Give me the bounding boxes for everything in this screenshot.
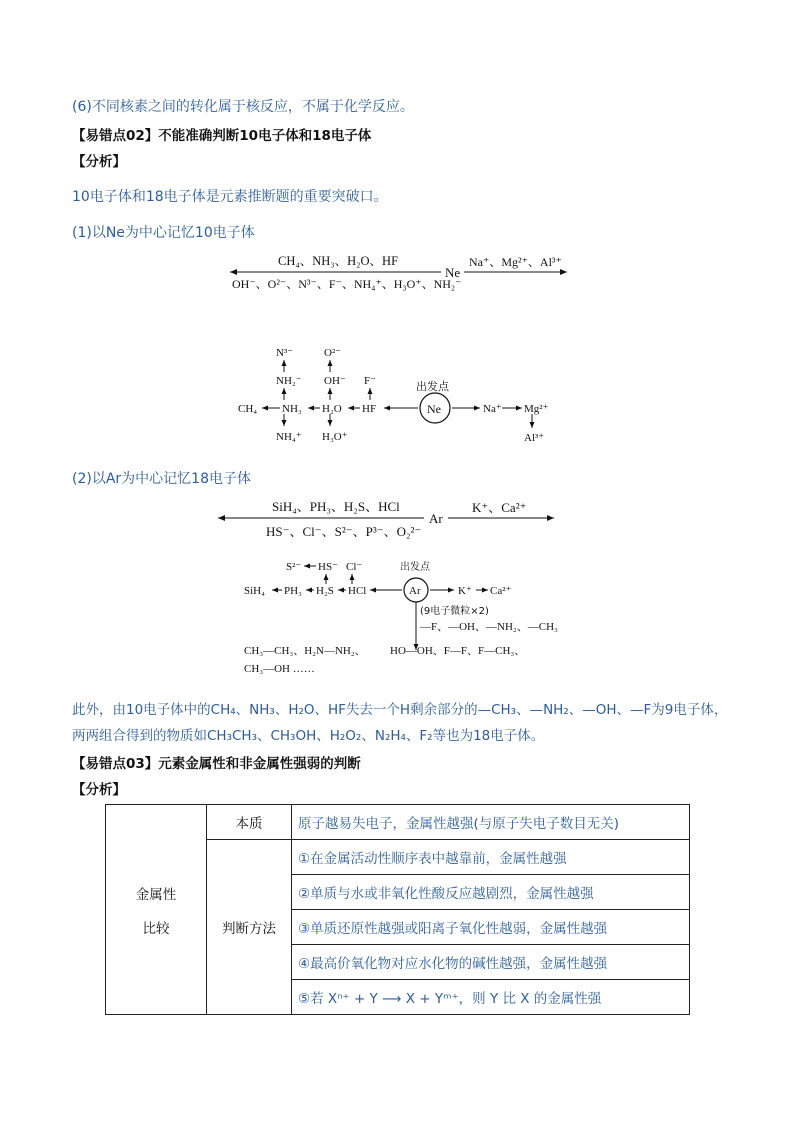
- section-02-title: 【易错点02】不能准确判断10电子体和18电子体: [72, 128, 372, 144]
- ne-al: Al³⁺: [524, 432, 545, 444]
- ne-hf: HF: [362, 403, 377, 415]
- ar-center: Ar: [409, 585, 421, 597]
- essence-text: 原子越易失电子，金属性越强(与原子失电子数目无关): [292, 805, 690, 840]
- ar-hcl: HCl: [348, 585, 367, 597]
- ne-center: Ne: [427, 402, 441, 416]
- ne-h2o: H₂O: [322, 403, 342, 415]
- ne-tree-diagram: [236, 340, 556, 448]
- ar-start-label: 出发点: [400, 562, 430, 573]
- sub-heading-ar: (2)以Ar为中心记忆18电子体: [72, 471, 251, 487]
- sub-heading-ne: (1)以Ne为中心记忆10电子体: [72, 225, 255, 241]
- ar-tree-diagram: [240, 556, 560, 676]
- ne-oh: OH⁻: [324, 375, 346, 387]
- section-02-analysis: 【分析】: [72, 154, 126, 170]
- ne-n3: N³⁻: [276, 347, 294, 359]
- ar-row1b: HO—OH、F—F、F—CH₃、: [390, 645, 526, 657]
- ne-nh3: NH₃: [282, 403, 302, 415]
- ar-radicals: —F、—OH、—NH₂、—CH₃: [420, 621, 558, 633]
- essence-label: 本质: [207, 805, 292, 840]
- ar-line-above: SiH₄、PH₃、H₂S、HCl: [272, 499, 400, 514]
- metallicity-table: [105, 804, 690, 1015]
- method-1: ①在金属活动性顺序表中越靠前，金属性越强: [292, 840, 690, 875]
- left-label-2: 比较: [142, 920, 170, 937]
- ar-nine-electron: (9电子微粒×2): [420, 606, 489, 617]
- ne-na: Na⁺: [483, 403, 502, 415]
- ar-row2: CH₃—OH ……: [244, 663, 315, 675]
- ar-line-diagram: [214, 496, 559, 546]
- ne-o2: O²⁻: [324, 347, 342, 359]
- ne-line-diagram: [226, 250, 571, 298]
- ne-f: F⁻: [364, 375, 376, 387]
- ne-h3o: H₃O⁺: [322, 431, 348, 443]
- section-03-title: 【易错点03】元素金属性和非金属性强弱的判断: [72, 756, 361, 772]
- ar-h2s: H₂S: [316, 585, 334, 597]
- note-line-1: 此外，由10电子体中的CH₄、NH₃、H₂O、HF失去一个H剩余部分的—CH₃、—NH₂、—OH、—F为9电子体，: [72, 702, 728, 718]
- method-label: 判断方法: [207, 840, 292, 1015]
- ar-line-below: HS⁻、Cl⁻、S²⁻、P³⁻、O₂²⁻: [266, 524, 422, 539]
- ne-start-label: 出发点: [416, 380, 449, 393]
- method-2: ②单质与水或非氧化性酸反应越剧烈，金属性越强: [292, 875, 690, 910]
- ar-line-right: K⁺、Ca²⁺: [472, 500, 527, 515]
- section-03-analysis: 【分析】: [72, 782, 126, 798]
- note-line-2: 两两组合得到的物质如CH₃CH₃、CH₃OH、H₂O₂、N₂H₄、F₂等也为18电子体。: [72, 728, 545, 744]
- ar-s2: S²⁻: [286, 561, 302, 573]
- section-02-intro: 10电子体和18电子体是元素推断题的重要突破口。: [72, 189, 388, 205]
- method-4: ④最高价氧化物对应水化物的碱性越强，金属性越强: [292, 945, 690, 980]
- ne-nh4: NH₄⁺: [276, 431, 302, 443]
- ne-mg: Mg²⁺: [524, 403, 549, 415]
- method-3: ③单质还原性越强或阳离子氧化性越弱，金属性越强: [292, 910, 690, 945]
- method-5: ⑤若 Xⁿ⁺ + Y ⟶ X + Yᵐ⁺，则 Y 比 X 的金属性强: [292, 980, 690, 1015]
- ne-line-above: CH₄、NH₃、H₂O、HF: [278, 254, 399, 268]
- table-row: [106, 805, 690, 840]
- ne-line-right: Na⁺、Mg²⁺、Al³⁺: [469, 255, 562, 269]
- ne-ch4: CH₄: [238, 403, 258, 415]
- ar-sih4: SiH₄: [244, 585, 265, 597]
- ar-hs: HS⁻: [318, 561, 338, 573]
- ar-ca: Ca²⁺: [490, 585, 512, 597]
- paragraph-6: (6)不同核素之间的转化属于核反应，不属于化学反应。: [72, 99, 414, 115]
- ar-k: K⁺: [458, 585, 472, 597]
- ne-line-center: Ne: [445, 265, 461, 280]
- ne-nh2: NH₂⁻: [276, 375, 302, 387]
- ar-row1a: CH₃—CH₃、H₂N—NH₂、: [244, 645, 366, 657]
- left-label-1: 金属性: [135, 886, 177, 903]
- ne-line-below: OH⁻、O²⁻、N³⁻、F⁻、NH₄⁺、H₃O⁺、NH₂⁻: [232, 277, 462, 291]
- ar-ph3: PH₃: [284, 585, 302, 597]
- ar-cl: Cl⁻: [346, 561, 363, 573]
- table-left-cell: [106, 805, 207, 1015]
- ar-line-center: Ar: [429, 511, 443, 526]
